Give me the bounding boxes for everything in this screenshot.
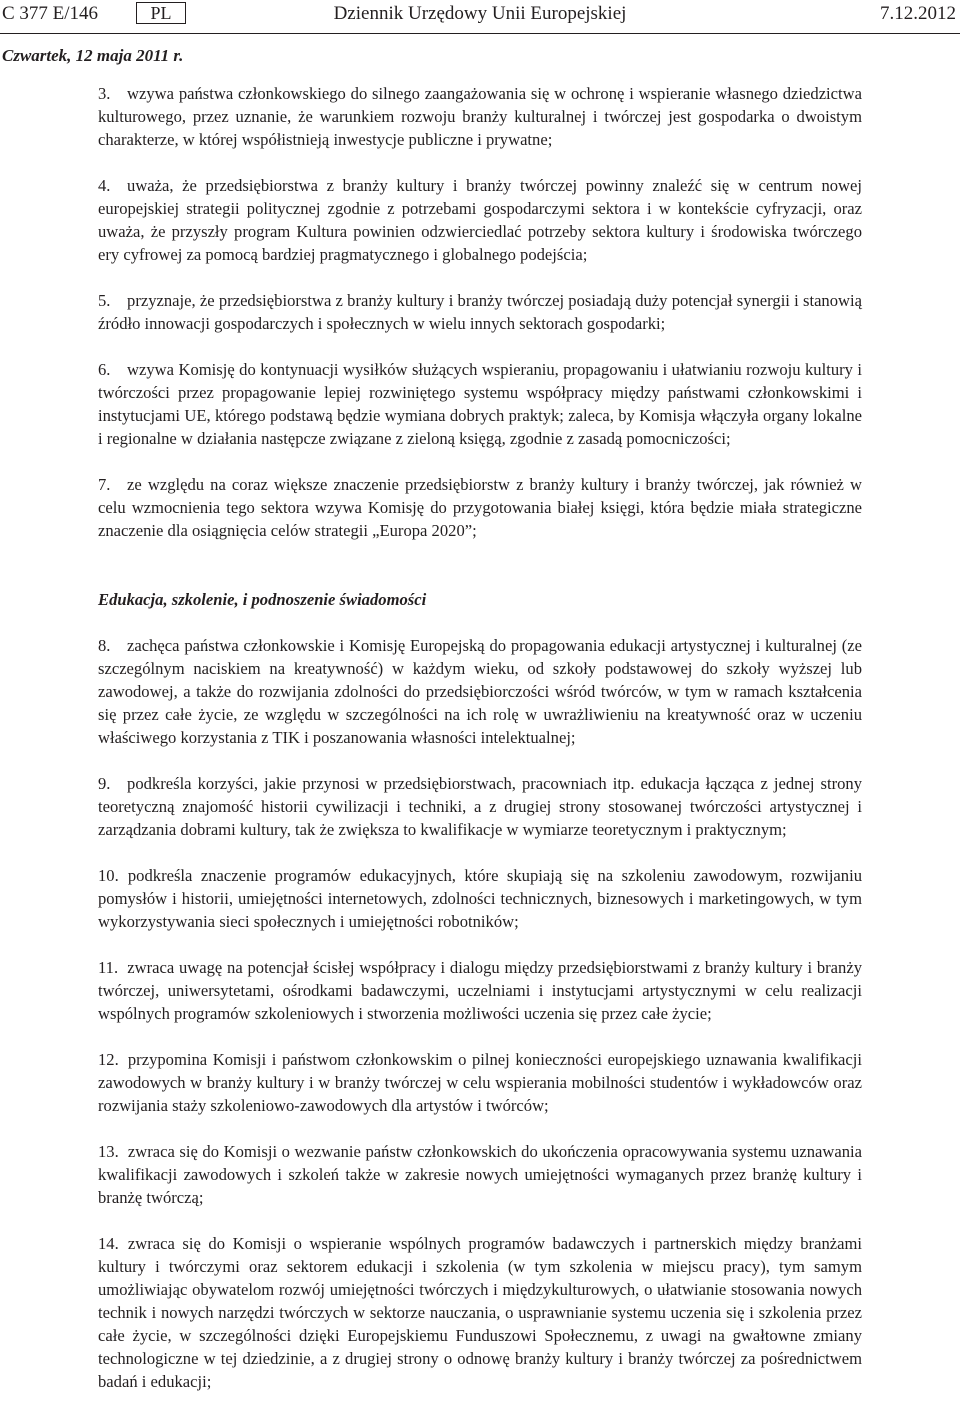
issue-date: 7.12.2012	[880, 3, 956, 24]
numbered-paragraph	[98, 864, 862, 933]
paragraph-text: podkreśla korzyści, jakie przynosi w przedsiębiorstwach, pracowniach itp. edukacja łącząca z jednej strony teoretyczną znajomość historii cywilizacji i techniki, a z drugiej strony stosowanej twórczości artystycznej i zarządzania dobrami kultury, tak że zwiększa to kwalifikacje w wymiarze teoretycznym i praktycznym;	[98, 774, 862, 839]
numbered-paragraph	[98, 956, 862, 1025]
numbered-paragraph	[98, 289, 862, 335]
paragraph-number: 6.	[98, 360, 111, 379]
numbered-paragraph	[98, 358, 862, 450]
paragraph-number: 11.	[98, 958, 119, 977]
paragraph-number: 7.	[98, 475, 111, 494]
numbered-paragraph	[98, 82, 862, 151]
paragraph-text: wzywa państwa członkowskiego do silnego zaangażowania się w ochronę i wspieranie własnego dziedzictwa kulturowego, przez uznanie, że warunkiem rozwoju branży kulturalnej i twórczej jest gospodarka o dwoistym charakterze, w której współistnieją inwestycje publiczne i prywatne;	[98, 84, 862, 149]
page-header	[0, 0, 960, 34]
numbered-paragraph	[98, 634, 862, 749]
numbered-paragraph	[98, 1048, 862, 1117]
paragraph-number: 3.	[98, 84, 111, 103]
paragraph-number: 8.	[98, 636, 111, 655]
paragraph-text: zachęca państwa członkowskie i Komisję Europejską do propagowania edukacji artystycznej i kulturalnej (ze szczególnym naciskiem na kreatywność) w każdym wieku, od szkoły podstawowej do szkoły wyższej lub zawodowej, a także do rozwijania zdolności do przedsiębiorczości wśród twórców, w tym w ramach kształcenia się przez całe życie, ze względu w szczególności na ich rolę w uwrażliwieniu na kreatywność oraz w uczeniu właściwego korzystania z TIK i poszanowania własności intelektualnej;	[98, 636, 862, 747]
paragraph-text: wzywa Komisję do kontynuacji wysiłków służących wspieraniu, propagowaniu i ułatwianiu rozwoju kultury i twórczości przez propagowanie lepiej rozwiniętego systemu współpracy między państwami członkowskimi i instytucjami UE, którego podstawą będzie wymiana dobrych praktyk; zaleca, by Komisja włączyła organy lokalne i regionalne w działania następcze związane z zieloną księgą, zgodnie z zasadą pomocniczości;	[98, 360, 862, 448]
document-body	[98, 82, 862, 1416]
paragraph-number: 13.	[98, 1142, 119, 1161]
paragraph-number: 14.	[98, 1234, 119, 1253]
numbered-paragraph	[98, 174, 862, 266]
paragraph-text: uważa, że przedsiębiorstwa z branży kultury i branży twórczej powinny znaleźć się w centrum nowej europejskiej strategii politycznej zgodnie z potrzebami gospodarczymi sektora i w kontekście cyfryzacji, oraz uważa, że przyszły program Kultura powinien odzwierciedlać potrzeby sektora kultury i środowiska twórczego ery cyfrowej za pomocą bardziej pragmatycznego i globalnego podejścia;	[98, 176, 862, 264]
paragraph-text: zwraca się do Komisji o wezwanie państw członkowskich do ukończenia opracowywania systemu uznawania kwalifikacji zawodowych i szkoleń także w zakresie nowych umiejętności wymaganych przez branżę kultury i branżę twórczą;	[98, 1142, 862, 1207]
paragraph-text: przyznaje, że przedsiębiorstwa z branży kultury i branży twórczej posiadają duży potencjał synergii i stanowią źródło innowacji gospodarczych i społecznych w wielu innych sektorach gospodarki;	[98, 291, 862, 333]
paragraph-text: zwraca się do Komisji o wspieranie wspólnych programów badawczych i partnerskich między branżami kultury i twórczymi oraz sektorem edukacji i szkolenia (w tym szkolenia w miejscu pracy), tym samym umożliwiając obywatelom rozwój umiejętności twórczych i międzykulturowych, o ułatwianie stosowania nowych technik i nowych narzędzi twórczych w sektorze nauczania, o usprawnianie systemu uczenia się i szkolenia przez całe życie, w szczególności dzięki Europejskiemu Funduszowi Społecznemu, z uwagi na gwałtowne zmiany technologiczne w tej dziedzinie, a z drugiej strony o odnowę branży kultury i branży twórczej za pośrednictwem badań i edukacji;	[98, 1234, 862, 1391]
paragraph-text: zwraca uwagę na potencjał ścisłej współpracy i dialogu między przedsiębiorstwami z branży kultury i branży twórczej, uniwersytetami, ośrodkami badawczymi, uczelniami i instytucjami artystycznymi w celu realizacji wspólnych programów szkoleniowych i stworzenia możliwości uczenia się przez całe życie;	[98, 958, 862, 1023]
sitting-date: Czwartek, 12 maja 2011 r.	[2, 46, 184, 65]
paragraph-group-b	[98, 634, 862, 1393]
paragraph-number: 10.	[98, 866, 119, 885]
numbered-paragraph	[98, 1140, 862, 1209]
paragraph-text: ze względu na coraz większe znaczenie przedsiębiorstw z branży kultury i branży twórczej, jak również w celu wzmocnienia tego sektora wzywa Komisję do przygotowania białej księgi, która będzie miała strategiczne znaczenie dla osiągnięcia celów strategii „Europa 2020”;	[98, 475, 862, 540]
numbered-paragraph	[98, 473, 862, 542]
paragraph-text: przypomina Komisji i państwom członkowskim o pilnej konieczności europejskiego uznawania kwalifikacji zawodowych w branży kultury i w branży twórczej w celu wspierania mobilności studentów i wykładowców oraz rozwijania staży szkoleniowo-zawodowych dla artystów i twórców;	[98, 1050, 862, 1115]
paragraph-number: 4.	[98, 176, 111, 195]
journal-title: Dziennik Urzędowy Unii Europejskiej	[333, 3, 627, 24]
paragraph-number: 9.	[98, 774, 111, 793]
numbered-paragraph	[98, 1232, 862, 1393]
paragraph-text: podkreśla znaczenie programów edukacyjnych, które skupiają się na szkoleniu zawodowym, rozwijaniu pomysłów i historii, umiejętności internetowych, zdolności technicznych, biznesowych i marketingowych, w tym wykorzystywania sieci społecznych i umiejętności robotników;	[98, 866, 862, 931]
paragraph-number: 12.	[98, 1050, 119, 1069]
numbered-paragraph	[98, 772, 862, 841]
paragraph-group-a	[98, 82, 862, 542]
journal-code: C 377 E/146	[2, 3, 99, 24]
paragraph-number: 5.	[98, 291, 111, 310]
header-rule	[0, 33, 960, 34]
section-heading: Edukacja, szkolenie, i podnoszenie świadomości	[98, 590, 427, 609]
language-badge: PL	[136, 2, 186, 24]
